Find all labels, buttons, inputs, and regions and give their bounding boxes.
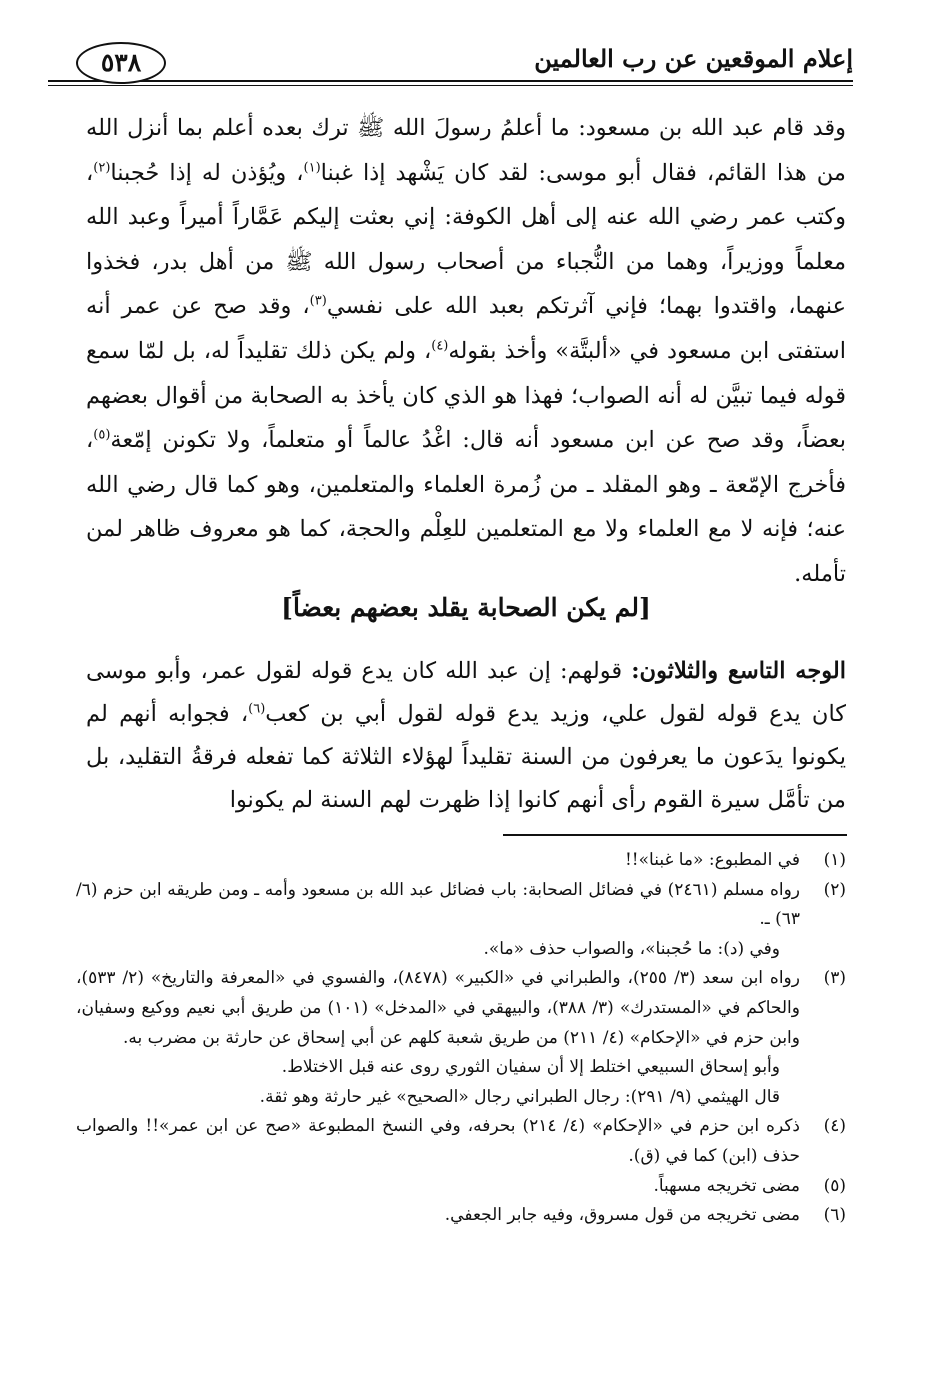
footnote-text: مضى تخريجه مسهباً. bbox=[653, 1175, 800, 1196]
section-lead: الوجه التاسع والثلاثون: bbox=[631, 658, 846, 684]
footnote-text: ذكره ابن حزم في «الإحكام» (٤/ ٢١٤) بحرفه، وفي النسخ المطبوعة «صح عن ابن عمر»!! والصواب حذف (ابن) كما في (ق). bbox=[76, 1116, 801, 1166]
section-paragraph bbox=[86, 650, 846, 822]
text-run: ، فأخرج الإمّعة ـ وهو المقلد ـ من زُمرة العلماء والمتعلمين، وهو كما قال رضي الله عنه؛ فإنه لا مع العلماء ولا مع المتعلمين للعِلْم والحجة، كما هو معروف ظاهر لمن تأمله. bbox=[86, 427, 846, 587]
footnote-number: (٢) bbox=[823, 879, 846, 900]
footnote-note: قال الهيثمي (٩/ ٢٩١): رجال الطبراني رجال «الصحيح» غير حارثة وهو ثقة. bbox=[259, 1086, 780, 1107]
main-paragraph bbox=[86, 106, 846, 597]
footnote bbox=[76, 846, 846, 876]
footnote-number: (٥) bbox=[823, 1175, 846, 1196]
footnote-ref[interactable]: (٥) bbox=[93, 427, 111, 443]
page-number-oval bbox=[76, 42, 166, 84]
text-run: ، وقد صح عن عمر أنه استفتى ابن مسعود في «ألبتَّة» وأخذ بقوله bbox=[86, 293, 846, 364]
footnote bbox=[76, 1172, 846, 1202]
footnote-ref[interactable]: (١) bbox=[303, 160, 321, 176]
footnote-ref[interactable]: (٢) bbox=[93, 160, 111, 176]
footnote-number: (٣) bbox=[823, 968, 846, 989]
footnote-note: وفي (د): ما حُجبنا»، والصواب حذف «ما». bbox=[483, 938, 780, 959]
text-run: ، ويُؤذن له إذا حُجبنا bbox=[110, 159, 304, 186]
text-run: ، وكتب عمر رضي الله عنه إلى أهل الكوفة: إني بعثت إليكم عَمَّاراً أميراً وعبد الله معلماً ووزيراً، وهما من النُّجباء من أصحاب رسول الله ﷺ من أهل بدر، فخذوا عنهما، واقتدوا بهما؛ فإني آثرتكم بعبد الله على نفسي bbox=[86, 159, 846, 320]
page-number: ٥٣٨ bbox=[100, 48, 142, 77]
footnote-number: (١) bbox=[823, 850, 846, 870]
text-run: ، ولم يكن ذلك تقليداً له، بل لمّا سمع قوله فيما تبيَّن له أنه الصواب؛ فهذا هو الذي كان يأخذ به الصحابة من أقوال بعضهم بعضاً، وقد صح عن ابن مسعود أنه قال: اغْدُ عالماً أو متعلماً، ولا تكونن إمّعة bbox=[86, 337, 846, 454]
section-heading: [لم يكن الصحابة يقلد بعضهم بعضاً] bbox=[281, 593, 651, 622]
footnote-number: (٤) bbox=[823, 1116, 846, 1137]
text-run: قولهم: إن عبد الله كان يدع قوله لقول عمر، وأبو موسى كان يدع قوله لقول علي، وزيد يدع قوله لقول أبي بن كعب bbox=[86, 658, 847, 727]
footnote bbox=[76, 1112, 846, 1171]
footnote-text: رواه ابن سعد (٣/ ٢٥٥)، والطبراني في «الكبير» (٨٤٧٨)، والفسوي في «المعرفة والتاريخ» (٢/ ٥٣٣)، والحاكم في «المستدرك» (٣/ ٣٨٨)، والبيهقي في «المدخل» (١٠١) من طريق أبي نعيم ووكيع وسفيان، وابن حزم في «الإحكام» (٤/ ٢١١) من طريق شعبة كلهم عن أبي إسحاق عن حارثة بن مضرب به. bbox=[76, 968, 800, 1048]
footnotes bbox=[76, 846, 846, 1231]
footnote bbox=[76, 876, 846, 935]
footnote-text: مضى تخريجه من قول مسروق، وفيه جابر الجعفي. bbox=[444, 1205, 800, 1226]
header-rule bbox=[48, 80, 853, 82]
footnote-separator bbox=[503, 834, 847, 836]
footnote-note: وأبو إسحاق السبيعي اختلط إلا أن سفيان الثوري روى عنه قبل الاختلاط. bbox=[281, 1057, 780, 1078]
footnote-ref[interactable]: (٤) bbox=[431, 338, 449, 354]
footnote-text: في المطبوع: «ما غبنا»!! bbox=[624, 850, 800, 870]
footnote-text: رواه مسلم (٢٤٦١) في فضائل الصحابة: باب فضائل عبد الله بن مسعود وأمه ـ ومن طريقه ابن حزم (٦/ ٦٣) ـ. bbox=[76, 879, 801, 930]
text-run: ، فجوابه أنهم لم يكونوا يدَعون ما يعرفون من السنة تقليداً لهؤلاء الثلاثة كما تفعله فرقةُ التقليد، بل من تأمَّل سيرة القوم رأى أنهم كانوا إذا ظهرت لهم السنة لم يكونوا bbox=[86, 701, 846, 813]
header-rule-thin bbox=[48, 85, 853, 86]
footnote bbox=[76, 1201, 846, 1231]
footnote-number: (٦) bbox=[823, 1205, 846, 1226]
text-run: وقد قام عبد الله بن مسعود: ما أعلمُ رسولَ الله ﷺ ترك بعده أعلم بما أنزل الله من هذا القائم، فقال أبو موسى: لقد كان يَشْهد إذا غبنا bbox=[86, 115, 846, 186]
footnote bbox=[76, 964, 846, 1053]
running-header bbox=[48, 40, 853, 90]
footnote-ref[interactable]: (٦) bbox=[248, 701, 266, 717]
footnote-ref[interactable]: (٣) bbox=[309, 293, 327, 309]
book-title: إعلام الموقعين عن رب العالمين bbox=[534, 44, 853, 73]
